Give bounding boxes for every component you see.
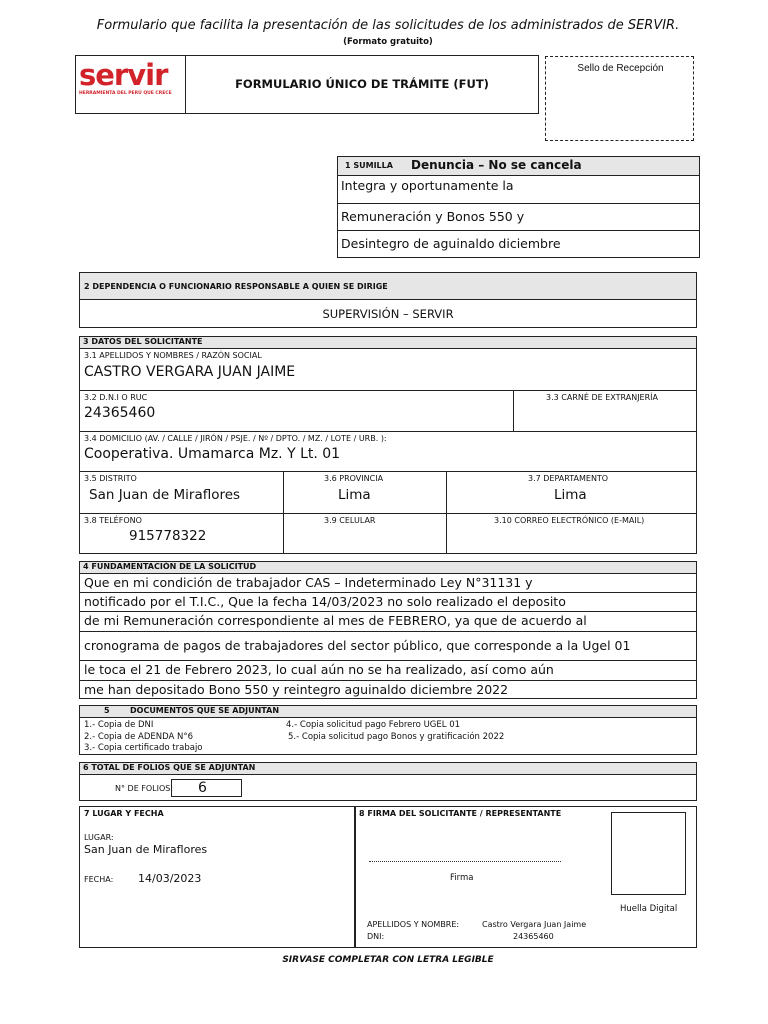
- firma-label: Firma: [450, 873, 474, 883]
- provincia-value: Lima: [338, 487, 371, 503]
- footer-note: SIRVASE COMPLETAR CON LETRA LEGIBLE: [282, 955, 494, 965]
- huella-box: [611, 812, 686, 895]
- firma-dni-value: 24365460: [513, 932, 554, 941]
- domicilio-label: 3.4 DOMICILIO (AV. / CALLE / JIRÓN / PSJE. / Nº / DPTO. / MZ. / LOTE / URB. ):: [84, 434, 387, 443]
- lugar-section-label: 7 LUGAR Y FECHA: [84, 809, 164, 818]
- firma-dni-label: DNI:: [367, 932, 385, 941]
- form-title: FORMULARIO ÚNICO DE TRÁMITE (FUT): [235, 77, 489, 91]
- departamento-label: 3.7 DEPARTAMENTO: [528, 474, 609, 483]
- lugar-section: [79, 806, 355, 948]
- fundamentacion-line-2: notificado por el T.I.C., Que la fecha 14/03/2023 no solo realizado el deposito: [84, 594, 566, 609]
- solicitante-label: 3 DATOS DEL SOLICITANTE: [83, 337, 203, 346]
- format-note: (Formato gratuito): [343, 37, 433, 47]
- stamp-box: [545, 56, 694, 141]
- lugar-value: San Juan de Miraflores: [84, 843, 208, 856]
- documentos-label: DOCUMENTOS QUE SE ADJUNTAN: [130, 706, 280, 715]
- huella-label: Huella Digital: [620, 904, 678, 914]
- carne-label: 3.3 CARNÉ DE EXTRANJERÍA: [546, 393, 658, 402]
- correo-label: 3.10 CORREO ELECTRÓNICO (E-MAIL): [494, 516, 645, 525]
- servir-logo: [79, 60, 182, 108]
- sumilla-title: Denuncia – No se cancela: [411, 158, 582, 172]
- sumilla-line-1: Integra y oportunamente la: [341, 178, 514, 193]
- fecha-value: 14/03/2023: [138, 872, 202, 885]
- folios-count-box: [171, 779, 242, 797]
- sumilla-line-2: Remuneración y Bonos 550 y: [341, 209, 525, 224]
- documentos-label-num: 5: [104, 706, 110, 715]
- fecha-label: FECHA:: [84, 875, 114, 884]
- folios-label: 6 TOTAL DE FOLIOS QUE SE ADJUNTAN: [83, 763, 256, 772]
- tagline: Formulario que facilita la presentación de las solicitudes de los administrados de SERVIR.: [96, 18, 680, 33]
- domicilio-value: Cooperativa. Umamarca Mz. Y Lt. 01: [84, 446, 341, 462]
- folios-count-label: N° DE FOLIOS:: [115, 784, 174, 793]
- distrito-label: 3.5 DISTRITO: [84, 474, 137, 483]
- documento-1: 1.- Copia de DNI: [84, 720, 154, 730]
- fundamentacion-line-6: me han depositado Bono 550 y reintegro aguinaldo diciembre 2022: [84, 682, 509, 697]
- firma-line: [369, 861, 561, 862]
- dni-label: 3.2 D.N.I O RUC: [84, 393, 148, 402]
- documento-5: 5.- Copia solicitud pago Bonos y gratificación 2022: [288, 732, 505, 742]
- firma-section-label: 8 FIRMA DEL SOLICITANTE / REPRESENTANTE: [359, 809, 562, 818]
- nombres-value: CASTRO VERGARA JUAN JAIME: [84, 364, 296, 380]
- stamp-label: Sello de Recepción: [577, 63, 664, 74]
- firma-apellidos-value: Castro Vergara Juan Jaime: [482, 920, 587, 929]
- fundamentacion-line-5: le toca el 21 de Febrero 2023, lo cual aún no se ha realizado, así como aún: [84, 662, 554, 677]
- fundamentacion-line-1: Que en mi condición de trabajador CAS – Indeterminado Ley N°31131 y: [84, 575, 533, 590]
- telefono-label: 3.8 TELÉFONO: [84, 516, 142, 525]
- dependencia-value: SUPERVISIÓN – SERVIR: [322, 307, 454, 321]
- servir-logo-text: servir: [79, 58, 168, 92]
- sumilla-label: 1 SUMILLA: [345, 161, 393, 170]
- documento-4: 4.- Copia solicitud pago Febrero UGEL 01: [286, 720, 461, 730]
- celular-label: 3.9 CELULAR: [324, 516, 376, 525]
- folios-count: 6: [198, 780, 207, 796]
- servir-logo-sub: HERRAMIENTA DEL PERÚ QUE CRECE: [79, 91, 172, 96]
- telefono-value: 915778322: [129, 528, 207, 544]
- nombres-label: 3.1 APELLIDOS Y NOMBRES / RAZÓN SOCIAL: [84, 351, 262, 360]
- fundamentacion-label: 4 FUNDAMENTACIÓN DE LA SOLICITUD: [83, 562, 257, 571]
- dni-value: 24365460: [84, 405, 156, 421]
- firma-apellidos-label: APELLIDOS Y NOMBRE:: [367, 920, 460, 929]
- sumilla-line-3: Desintegro de aguinaldo diciembre: [341, 236, 561, 251]
- fundamentacion-line-3: de mi Remuneración correspondiente al mes de FEBRERO, ya que de acuerdo al: [84, 613, 587, 628]
- fundamentacion-line-4: cronograma de pagos de trabajadores del sector público, que corresponde a la Ugel 01: [84, 638, 631, 653]
- provincia-label: 3.6 PROVINCIA: [324, 474, 384, 483]
- dependencia-label: 2 DEPENDENCIA O FUNCIONARIO RESPONSABLE A QUIEN SE DIRIGE: [84, 282, 388, 291]
- distrito-value: San Juan de Miraflores: [89, 487, 241, 503]
- documento-3: 3.- Copia certificado trabajo: [84, 743, 203, 753]
- lugar-label: LUGAR:: [84, 833, 114, 842]
- documento-2: 2.- Copia de ADENDA N°6: [84, 732, 194, 742]
- departamento-value: Lima: [554, 487, 587, 503]
